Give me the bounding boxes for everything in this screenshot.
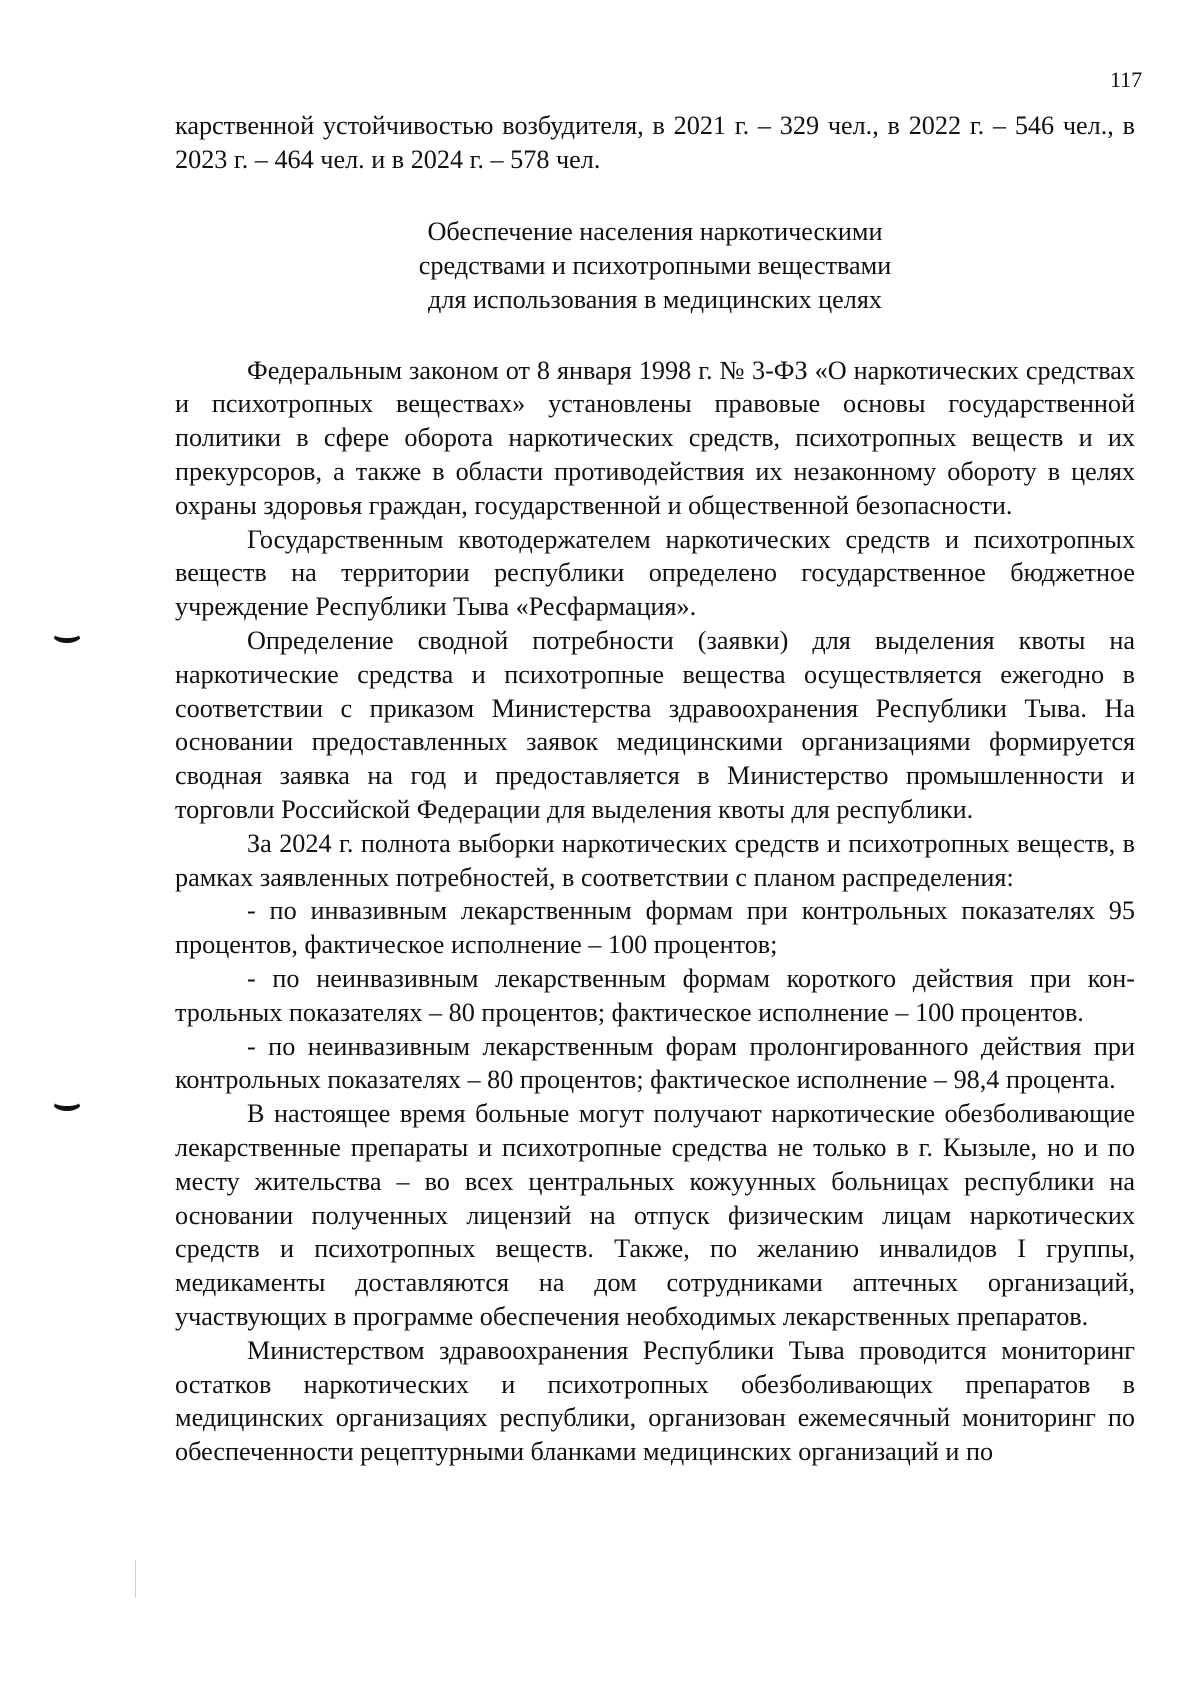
scan-edge-line [135, 1560, 136, 1598]
section-heading [175, 215, 1135, 317]
list-item-invasive: - по инвазивным лекарственным формам при контрольных показателях 95 процентов, фактическое исполнение – 100 процентов; [175, 896, 1135, 960]
paragraph-monitoring: Министерством здравоохранения Республики Тыва проводится мониторинг остатков наркотических и психотропных обезболивающих препаратов в медицинских организациях республики, организован ежемесячный мониторинг по обеспеченности рецептурными бланками медицинских организаций и по [175, 1335, 1135, 1467]
heading-line: для использования в медицинских целях [428, 284, 882, 314]
margin-mark [52, 625, 82, 643]
heading-line: Обеспечение населения наркотическими [427, 216, 883, 246]
margin-mark [52, 1093, 82, 1111]
list-item-short-acting: - по неинвазивным лекарственным формам короткого действия при контрольных показателях – 80 процентов; фактическое исполнение – 100 процентов. [175, 963, 1135, 1027]
paragraph-demand: Определение сводной потребности (заявки) для выделения квоты на наркотические средства и психотропные вещества осуществляется ежегодно в соответствии с приказом Министерства здравоохранения Республики Тыва. На основании предоставленных заявок медицинскими организациями формируется сводная заявка на год и предоставляется в Министерство промышленности и торговли Российской Федерации для выделения квоты для республики. [175, 625, 1135, 824]
continuation-paragraph: карственной устойчивостью возбудителя, в 2021 г. – 329 чел., в 2022 г. – 546 чел., в 2023 г. – 464 чел. и в 2024 г. – 578 чел. [175, 111, 1135, 174]
paragraph-patients: В настоящее время больные могут получают наркотические обезболивающие лекарственные препараты и психотропные средства не только в г. Кызыле, но и по месту жительства – во всех центральных кожуунных больницах республики на основании полученных лицензий на отпуск физическим лицам наркотических средств и психотропных веществ. Также, по желанию инвалидов I группы, медикаменты доставляются на дом сотрудниками аптечных организаций, участвующих в программе обеспечения необходимых лекарственных препаратов. [175, 1099, 1135, 1331]
body-text [175, 109, 1135, 1469]
paragraph-sampling: За 2024 г. полнота выборки наркотических средств и психотропных веществ, в рамках заявленных потребностей, в соответствии с планом распределения: [175, 828, 1135, 892]
heading-line: средствами и психотропными веществами [418, 250, 892, 280]
paragraph-quota-holder: Государственным квотодержателем наркотических средств и психотропных веществ на территории республики определено государственное бюджетное учреждение Республики Тыва «Ресфармация». [175, 524, 1135, 622]
list-item-prolonged: - по неинвазивным лекарственным форам пролонгированного действия при контрольных показателях – 80 процентов; фактическое исполнение – 98,4 процента. [175, 1031, 1135, 1095]
page-number: 117 [1110, 67, 1143, 92]
paragraph-federal-law: Федеральным законом от 8 января 1998 г. № 3-ФЗ «О наркотических средствах и психотропных веществах» установлены правовые основы государственной политики в сфере оборота наркотических средств, психотропных веществ и их прекурсоров, а также в области противодействия их незаконному обороту в целях охраны здоровья граждан, государственной и общественной безопасности. [175, 355, 1135, 520]
